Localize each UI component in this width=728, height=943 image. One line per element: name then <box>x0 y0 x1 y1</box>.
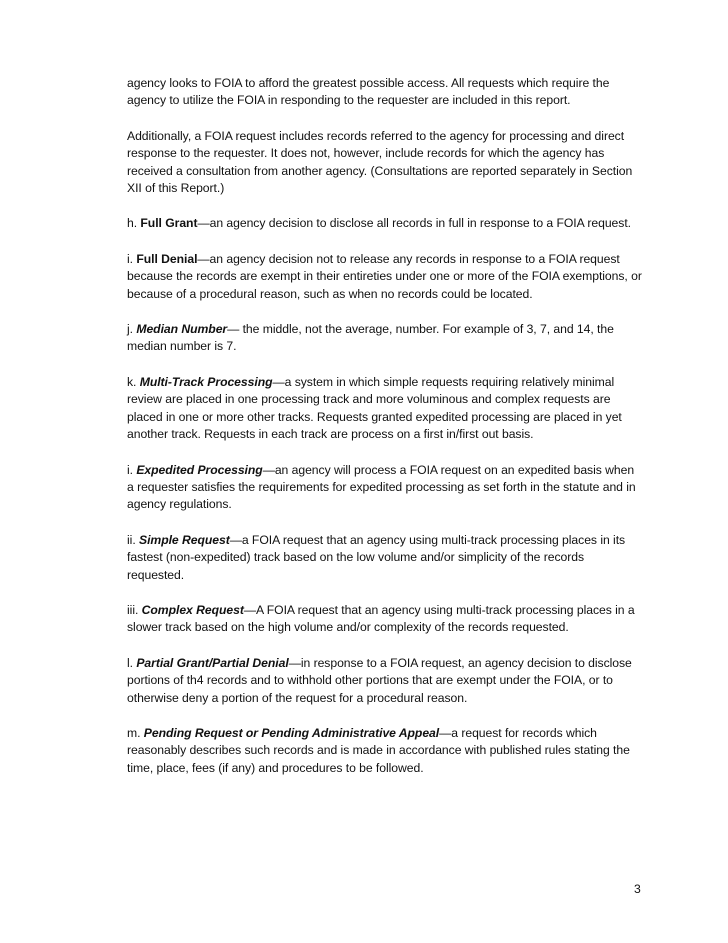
definition-prefix: l. <box>127 655 137 670</box>
definition-text: —a FOIA request that an agency using multi-track processing places in its fastest (non-expedited) track based on the low volume and/or simplicity of the records requested. <box>127 532 626 582</box>
definition-text: —in response to a FOIA request, an agency decision to disclose portions of th4 records and to withhold other portions that are exempt under the FOIA, or to otherwise deny a portion of the request for a procedural reason. <box>127 655 632 705</box>
definition-term: Pending Request or Pending Administrative Appeal <box>143 725 440 740</box>
paragraph-foia-access <box>127 75 643 110</box>
definition-partial-grant-partial-denial <box>127 655 643 707</box>
definition-multi-track-processing <box>127 374 643 444</box>
definition-term: Full Grant <box>140 216 198 231</box>
definition-prefix: iii. <box>127 602 142 617</box>
definition-prefix: k. <box>127 374 140 389</box>
definition-term: Partial Grant/Partial Denial <box>136 655 289 670</box>
definition-prefix: ii. <box>127 532 139 547</box>
definition-prefix: m. <box>127 725 144 740</box>
paragraph-text: agency looks to FOIA to afford the greatest possible access. All requests which require the agency to utilize the FOIA in responding to the requester are included in this report. <box>127 76 610 108</box>
definition-pending-request <box>127 725 643 777</box>
definition-prefix: i. <box>127 251 137 266</box>
definition-complex-request <box>127 602 643 637</box>
definition-text: —a system in which simple requests requiring relatively minimal review are placed in one processing track and more voluminous and complex requests are placed in one or more other tracks. Requests granted expedited processing are placed in yet another track. Requests in each track are process on a first in/first out basis. <box>127 374 622 442</box>
definition-prefix: i. <box>127 462 137 477</box>
definition-term: Simple Request <box>139 532 230 547</box>
paragraph-referrals <box>127 128 643 198</box>
definition-term: Expedited Processing <box>136 462 263 477</box>
definition-prefix: h. <box>127 216 141 231</box>
definition-term: Complex Request <box>141 602 244 617</box>
definition-simple-request <box>127 532 643 584</box>
page-body <box>127 75 643 795</box>
definition-term: Multi-Track Processing <box>139 374 273 389</box>
definition-text: —a request for records which reasonably describes such records and is made in accordance with published rules stating the time, place, fees (if any) and procedures to be followed. <box>127 725 630 775</box>
definition-full-grant <box>127 215 643 232</box>
definition-text: —an agency decision not to release any records in response to a FOIA request because the records are exempt in their entireties under one or more of the FOIA exemptions, or because of a procedural reason, such as when no records could be located. <box>127 251 642 301</box>
definition-full-denial <box>127 251 643 303</box>
definition-text: —an agency will process a FOIA request on an expedited basis when a requester satisfies the requirements for expedited processing as set forth in the statute and in agency regulations. <box>127 462 636 512</box>
page-number: 3 <box>634 882 641 896</box>
definition-text: —A FOIA request that an agency using multi-track processing places in a slower track based on the high volume and/or complexity of the records requested. <box>127 602 635 635</box>
definition-expedited-processing <box>127 462 643 514</box>
definition-term: Median Number <box>136 322 228 337</box>
definition-term: Full Denial <box>136 251 198 266</box>
definition-text: — the middle, not the average, number. For example of 3, 7, and 14, the median number is 7. <box>127 322 614 354</box>
definition-text: —an agency decision to disclose all records in full in response to a FOIA request. <box>197 216 631 231</box>
definition-prefix: j. <box>127 322 137 337</box>
paragraph-text: Additionally, a FOIA request includes records referred to the agency for processing and direct response to the requester. It does not, however, include records for which the agency has received a consultation from another agency. (Consultations are reported separately in Section XII of this Report.) <box>127 128 633 196</box>
definition-median-number <box>127 321 643 356</box>
